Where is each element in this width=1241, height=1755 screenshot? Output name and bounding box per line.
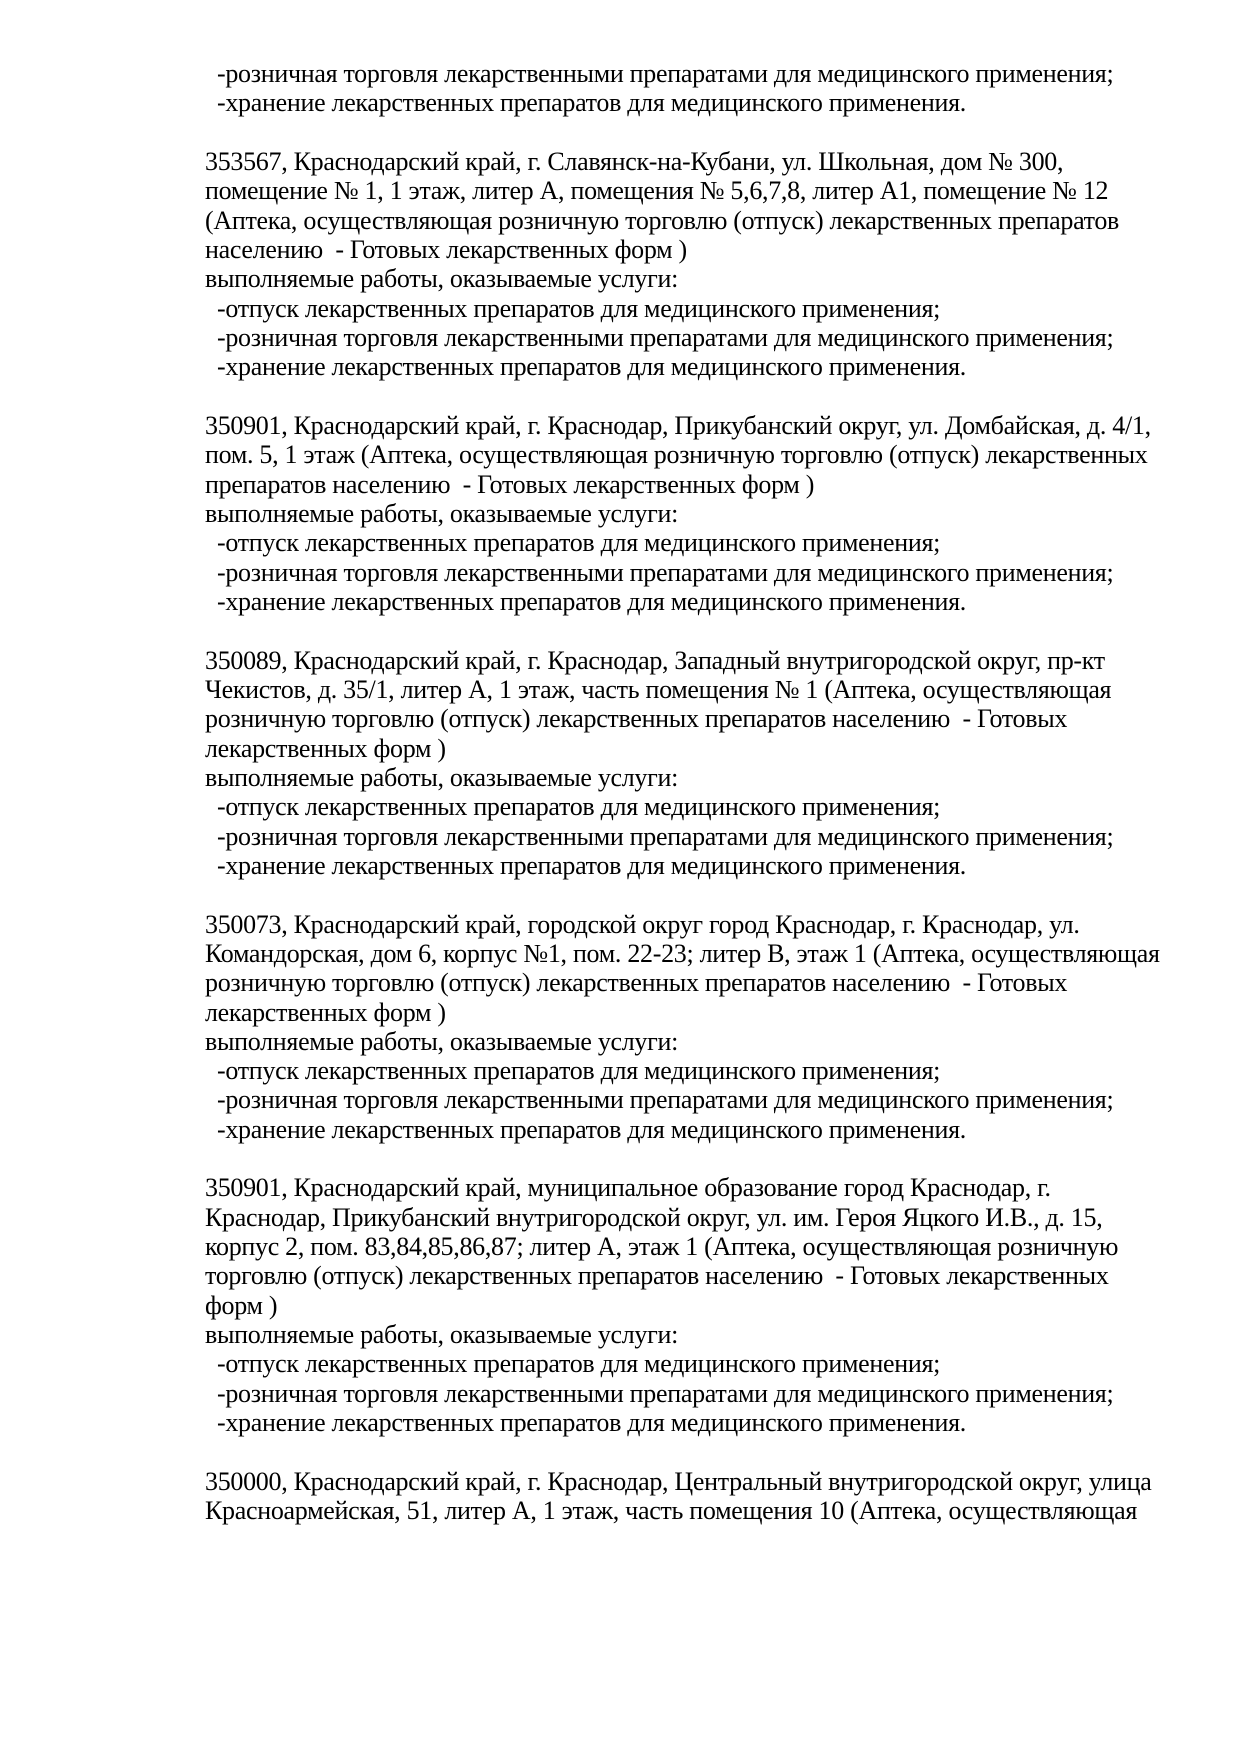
service-line: -хранение лекарственных препаратов для медицинского применения. <box>217 88 966 118</box>
address-line: Чекистов, д. 35/1, литер А, 1 этаж, часть помещения № 1 (Аптека, осуществляющая <box>205 674 1112 704</box>
entry-350901-yatskogo <box>205 1173 1211 1437</box>
address-line: помещение № 1, 1 этаж, литер А, помещения № 5,6,7,8, литер А1, помещение № 12 <box>205 176 1109 206</box>
address-line: препаратов населению - Готовых лекарственных форм ) <box>205 469 815 499</box>
service-line: -розничная торговля лекарственными препаратами для медицинского применения; <box>217 1378 1114 1408</box>
service-line: -розничная торговля лекарственными препаратами для медицинского применения; <box>217 59 1114 88</box>
address-line: Красноармейская, 51, литер А, 1 этаж, часть помещения 10 (Аптека, осуществляющая <box>205 1496 1138 1526</box>
address-line: корпус 2, пом. 83,84,85,86,87; литер А, этаж 1 (Аптека, осуществляющая розничную <box>205 1232 1119 1262</box>
address-line: выполняемые работы, оказываемые услуги: <box>205 1026 679 1056</box>
service-line: -отпуск лекарственных препаратов для медицинского применения; <box>217 528 941 558</box>
address-line: выполняемые работы, оказываемые услуги: <box>205 1320 679 1350</box>
service-line: -хранение лекарственных препаратов для медицинского применения. <box>217 586 966 616</box>
address-line: Краснодар, Прикубанский внутригородской округ, ул. им. Героя Яцкого И.В., д. 15, <box>205 1202 1103 1232</box>
service-line: -розничная торговля лекарственными препаратами для медицинского применения; <box>217 1085 1114 1115</box>
service-line: -отпуск лекарственных препаратов для медицинского применения; <box>217 293 941 323</box>
entry-continuation-service-lines <box>205 59 1211 118</box>
address-line: населению - Готовых лекарственных форм ) <box>205 234 687 264</box>
address-line: лекарственных форм ) <box>205 997 446 1027</box>
address-line: 350000, Краснодарский край, г. Краснодар, Центральный внутригородской округ, улица <box>205 1466 1152 1496</box>
service-line: -розничная торговля лекарственными препаратами для медицинского применения; <box>217 821 1114 851</box>
address-line: Командорская, дом 6, корпус №1, пом. 22-23; литер В, этаж 1 (Аптека, осуществляющая <box>205 938 1160 968</box>
address-line: выполняемые работы, оказываемые услуги: <box>205 264 679 294</box>
address-line: (Аптека, осуществляющая розничную торговлю (отпуск) лекарственных препаратов <box>205 205 1120 235</box>
entry-350901-dombayskaya <box>205 411 1211 616</box>
service-line: -хранение лекарственных препаратов для медицинского применения. <box>217 1408 966 1438</box>
address-line: форм ) <box>205 1290 278 1320</box>
entry-350089-chekistov <box>205 646 1211 881</box>
entry-350073-komandorskaya <box>205 910 1211 1145</box>
address-line: пом. 5, 1 этаж (Аптека, осуществляющая розничную торговлю (отпуск) лекарственных <box>205 440 1148 470</box>
entry-350000-krasnoarmeyskaya <box>205 1467 1211 1526</box>
service-line: -хранение лекарственных препаратов для медицинского применения. <box>217 1114 966 1144</box>
service-line: -хранение лекарственных препаратов для медицинского применения. <box>217 352 966 382</box>
address-line: выполняемые работы, оказываемые услуги: <box>205 498 679 528</box>
service-line: -хранение лекарственных препаратов для медицинского применения. <box>217 850 966 880</box>
address-line: выполняемые работы, оказываемые услуги: <box>205 762 679 792</box>
address-line: лекарственных форм ) <box>205 733 446 763</box>
address-line: розничную торговлю (отпуск) лекарственных препаратов населению - Готовых <box>205 968 1068 998</box>
service-line: -розничная торговля лекарственными препаратами для медицинского применения; <box>217 322 1114 352</box>
service-line: -розничная торговля лекарственными препаратами для медицинского применения; <box>217 557 1114 587</box>
address-line: 350901, Краснодарский край, г. Краснодар, Прикубанский округ, ул. Домбайская, д. 4/1, <box>205 410 1151 440</box>
service-line: -отпуск лекарственных препаратов для медицинского применения; <box>217 1056 941 1086</box>
entry-353567 <box>205 147 1211 382</box>
address-line: розничную торговлю (отпуск) лекарственных препаратов населению - Готовых <box>205 704 1068 734</box>
address-line: торговлю (отпуск) лекарственных препаратов населению - Готовых лекарственных <box>205 1261 1109 1291</box>
address-line: 353567, Краснодарский край, г. Славянск-на-Кубани, ул. Школьная, дом № 300, <box>205 146 1064 176</box>
address-line: 350901, Краснодарский край, муниципальное образование город Краснодар, г. <box>205 1173 1051 1203</box>
service-line: -отпуск лекарственных препаратов для медицинского применения; <box>217 1349 941 1379</box>
service-line: -отпуск лекарственных препаратов для медицинского применения; <box>217 792 941 822</box>
address-line: 350073, Краснодарский край, городской округ город Краснодар, г. Краснодар, ул. <box>205 909 1080 939</box>
address-line: 350089, Краснодарский край, г. Краснодар, Западный внутригородской округ, пр-кт <box>205 645 1105 675</box>
